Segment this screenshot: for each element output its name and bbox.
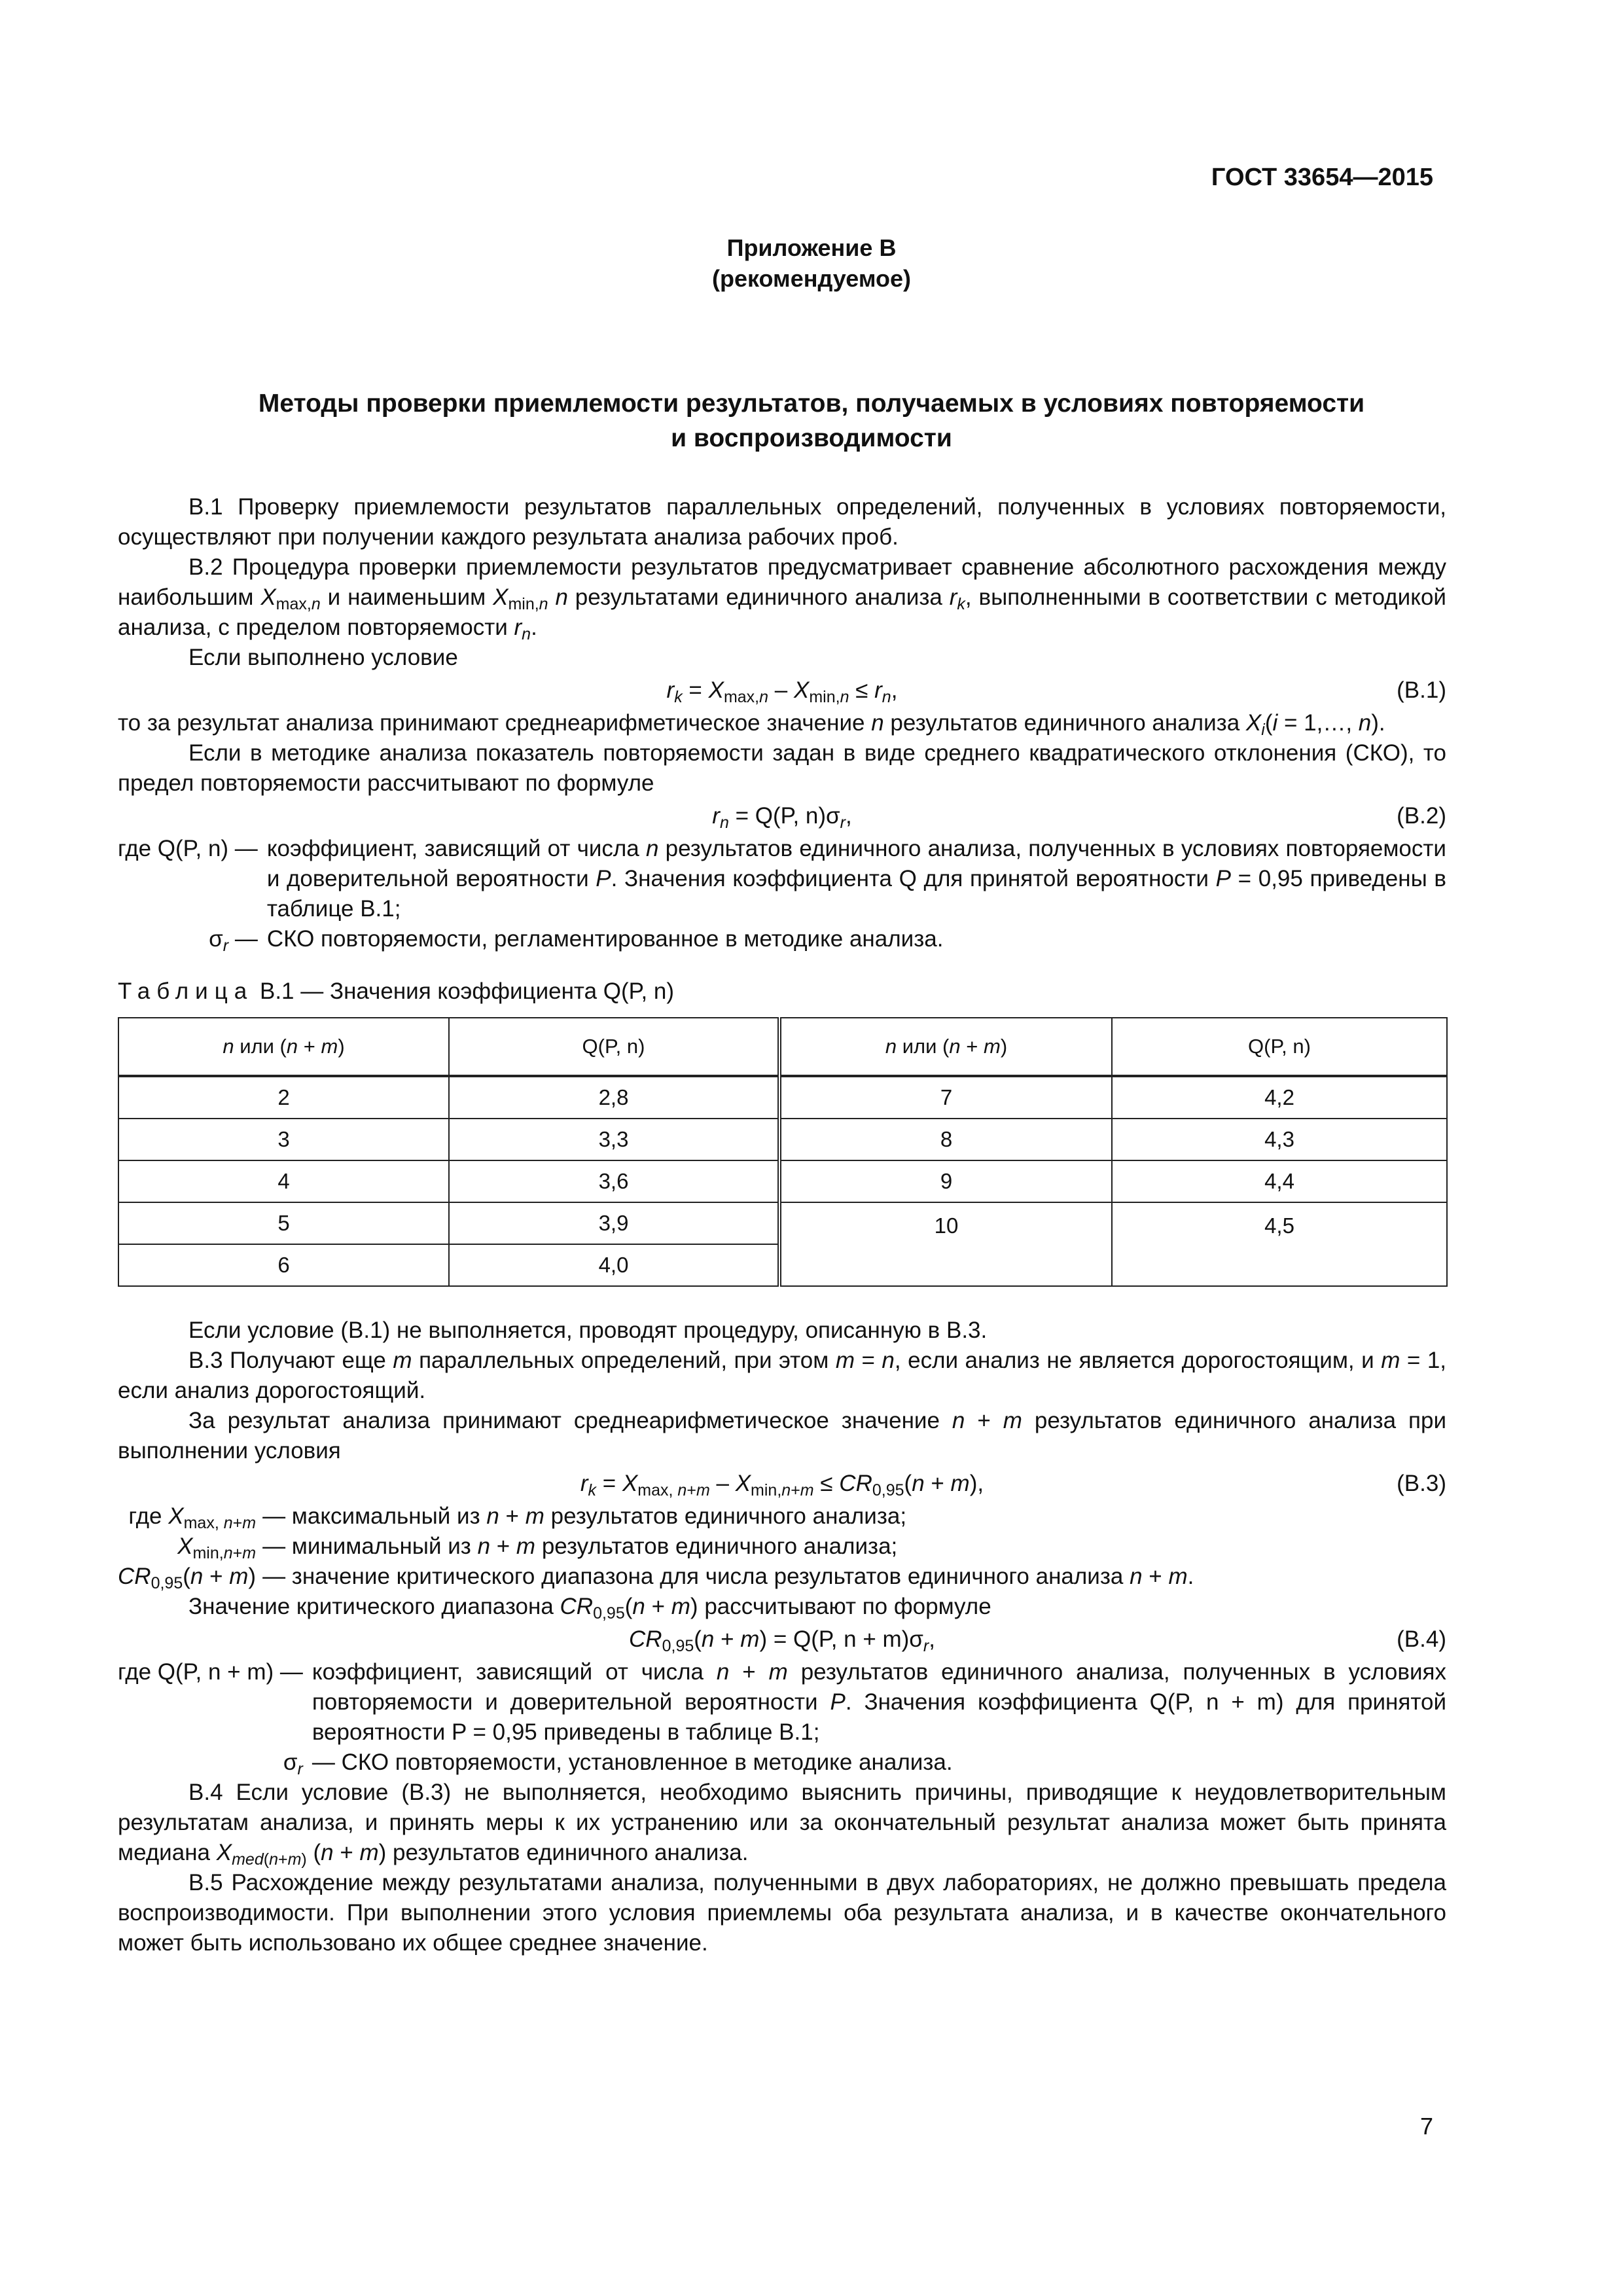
table-cell: 10 xyxy=(779,1202,1112,1286)
table-cell: 3,9 xyxy=(449,1202,779,1244)
paragraph-sko: Если в методике анализа показатель повторяемости задан в виде среднего квадратического отклонения (СКО), то предел повторяемости рассчитывают по формуле xyxy=(118,740,1446,796)
table-cell: 4,5 xyxy=(1112,1202,1447,1286)
paragraph-if-not: Если условие (В.1) не выполняется, проводят процедуру, описанную в В.3. xyxy=(188,1318,988,1343)
section-title xyxy=(0,386,1623,456)
formula-b1 xyxy=(118,673,1446,708)
document-body xyxy=(118,492,1446,1958)
section-title-line1: Методы проверки приемлемости результатов, получаемых в условиях повторяемости xyxy=(258,389,1365,418)
paragraph-then: то за результат анализа принимают среднеарифметическое значение n результатов единичного анализа $X_i(i$ = 1,…, n). xyxy=(118,710,1385,739)
table-cell: 7 xyxy=(779,1076,1112,1119)
formula-b4 xyxy=(118,1622,1446,1657)
table-cell: 3,3 xyxy=(449,1119,779,1160)
paragraph-b2: В.2 Процедура проверки приемлемости результатов предусматривает сравнение абсолютного расхождения между наибольшим $X_{max,n}$ и наименьшим $X_{min,n}$ n результатами единичного анализа $r_k$, выполненными в соответствии с методикой анализа, с пределом повторяемости $r_n$. xyxy=(118,554,1446,643)
table-caption xyxy=(118,977,1446,1007)
table-cell: 4,0 xyxy=(449,1244,779,1286)
page-number: 7 xyxy=(1419,2113,1433,2140)
table-cell: 8 xyxy=(779,1119,1112,1160)
table-cell: 9 xyxy=(779,1160,1112,1202)
where-block-b3 xyxy=(118,1501,1446,1592)
formula-b4-expression: $CR_{0,95}(n + m) = Q(P$, $n + m)\sigma_r$, xyxy=(629,1626,935,1655)
formula-b2-expression: $r_n = Q(P$, $n)\sigma_r$, xyxy=(712,803,852,832)
table-row xyxy=(118,1160,1447,1202)
paragraph-b1: В.1 Проверку приемлемости результатов параллельных определений, полученных в условиях повторяемости, осуществляют при получении каждого результата анализа рабочих проб. xyxy=(118,494,1446,550)
appendix-title: Приложение В xyxy=(726,234,897,261)
where-term-sigma-b4: $\sigma_r$ xyxy=(283,1749,303,1778)
table-cell: 2,8 xyxy=(449,1076,779,1119)
table-q-values xyxy=(118,1017,1448,1287)
table-caption-text: В.1 — Значения коэффициента Q(P, n) xyxy=(259,978,675,1004)
table-header-cell: n или (n + m) xyxy=(118,1018,449,1076)
where-def-sigma: СКО повторяемости, регламентированное в методике анализа. xyxy=(266,926,944,952)
where-block-b4 xyxy=(118,1657,1446,1778)
table-row xyxy=(118,1202,1447,1244)
where-def-sigma-b4: — СКО повторяемости, установленное в методике анализа. xyxy=(312,1749,953,1775)
formula-b2-number: (В.2) xyxy=(1397,803,1446,829)
table-cell: 4 xyxy=(118,1160,449,1202)
table-caption-prefix: Таблица xyxy=(118,978,254,1004)
table-cell: 4,4 xyxy=(1112,1160,1447,1202)
where-term-xmin: $X_{min,n+m}$ xyxy=(177,1534,257,1562)
table-cell: 3 xyxy=(118,1119,449,1160)
table-row xyxy=(118,1076,1447,1119)
table-header-cell: Q(P, n) xyxy=(449,1018,779,1076)
section-title-line2: и воспроизводимости xyxy=(671,424,952,452)
where-term-q-nm: где Q(P, n + m) — xyxy=(118,1659,303,1685)
formula-b1-number: (В.1) xyxy=(1397,677,1446,703)
table-header-cell: n или (n + m) xyxy=(779,1018,1112,1076)
where-term-xmax: где $X_{max, n+m}$ xyxy=(128,1503,257,1532)
where-term-cr: $CR_{0,95}(n + m)$ xyxy=(118,1564,257,1592)
where-def-xmin: — минимальный из n + m результатов единичного анализа; xyxy=(262,1534,898,1559)
table-header-cell: Q(P, n) xyxy=(1112,1018,1447,1076)
paragraph-b3-result: За результат анализа принимают среднеарифметическое значение n + m результатов единичного анализа при выполнении условия xyxy=(118,1408,1446,1463)
paragraph-b3: В.3 Получают еще m параллельных определений, при этом m = n, если анализ не является дорогостоящим, и m = 1, если анализ дорогостоящий. xyxy=(118,1348,1447,1403)
formula-b2 xyxy=(118,798,1446,834)
where-term-q: где Q(P, n) — xyxy=(118,836,258,861)
table-cell: 4,2 xyxy=(1112,1076,1447,1119)
paragraph-if-condition: Если выполнено условие xyxy=(188,645,458,670)
table-row xyxy=(118,1119,1447,1160)
formula-b1-expression: $r_k = X_{max,n} - X_{min,n} \le r_n$, xyxy=(666,677,898,706)
where-def-cr: — значение критического диапазона для числа результатов единичного анализа n + m. xyxy=(262,1564,1194,1589)
formula-b3-number: (В.3) xyxy=(1397,1471,1446,1496)
formula-b3 xyxy=(118,1466,1446,1501)
formula-b4-number: (В.4) xyxy=(1397,1626,1446,1652)
appendix-subtitle: (рекомендуемое) xyxy=(712,265,911,292)
paragraph-b5: В.5 Расхождение между результатами анализа, полученными в двух лабораториях, не должно превышать предела воспроизводимости. При выполнении этого условия приемлемы оба результата анализа, и в качестве окончательного может быть использовано их общее среднее значение. xyxy=(118,1870,1446,1956)
formula-b3-expression: $r_k = X_{max, n+m} - X_{min,n+m} \le CR_{0,95}(n + m)$, xyxy=(580,1471,984,1499)
table-cell: 2 xyxy=(118,1076,449,1119)
table-cell: 6 xyxy=(118,1244,449,1286)
table-cell: 4,3 xyxy=(1112,1119,1447,1160)
document-code: ГОСТ 33654—2015 xyxy=(1211,164,1433,191)
where-def-q: коэффициент, зависящий от числа n результатов единичного анализа, полученных в условиях повторяемости и доверительной вероятности P. Значения коэффициента Q для принятой вероятности P = 0,95 приведены в таблице В.1; xyxy=(266,836,1446,922)
table-cell: 5 xyxy=(118,1202,449,1244)
paragraph-cr-calc: Значение критического диапазона $CR_{0,95}(n + m)$ рассчитывают по формуле xyxy=(188,1594,991,1623)
table-header-row xyxy=(118,1018,1447,1076)
where-term-sigma: $\sigma_r$ — xyxy=(209,926,258,955)
where-block-b2 xyxy=(118,834,1446,954)
paragraph-b4: В.4 Если условие (В.3) не выполняется, необходимо выяснить причины, приводящие к неудовлетворительным результатам анализа, и принять меры к их устранению или за окончательный результат анализа может быть принята медиана $X_{med(n+m)}$ (n + m) результатов единичного анализа. xyxy=(118,1780,1446,1869)
where-def-q-nm: коэффициент, зависящий от числа n + m результатов единичного анализа, полученных в условиях повторяемости и доверительной вероятности P. Значения коэффициента Q(P, n + m) для принятой вероятности P = 0,95 приведены в таблице В.1; xyxy=(312,1659,1446,1745)
where-def-xmax: — максимальный из n + m результатов единичного анализа; xyxy=(262,1503,907,1529)
table-cell: 3,6 xyxy=(449,1160,779,1202)
